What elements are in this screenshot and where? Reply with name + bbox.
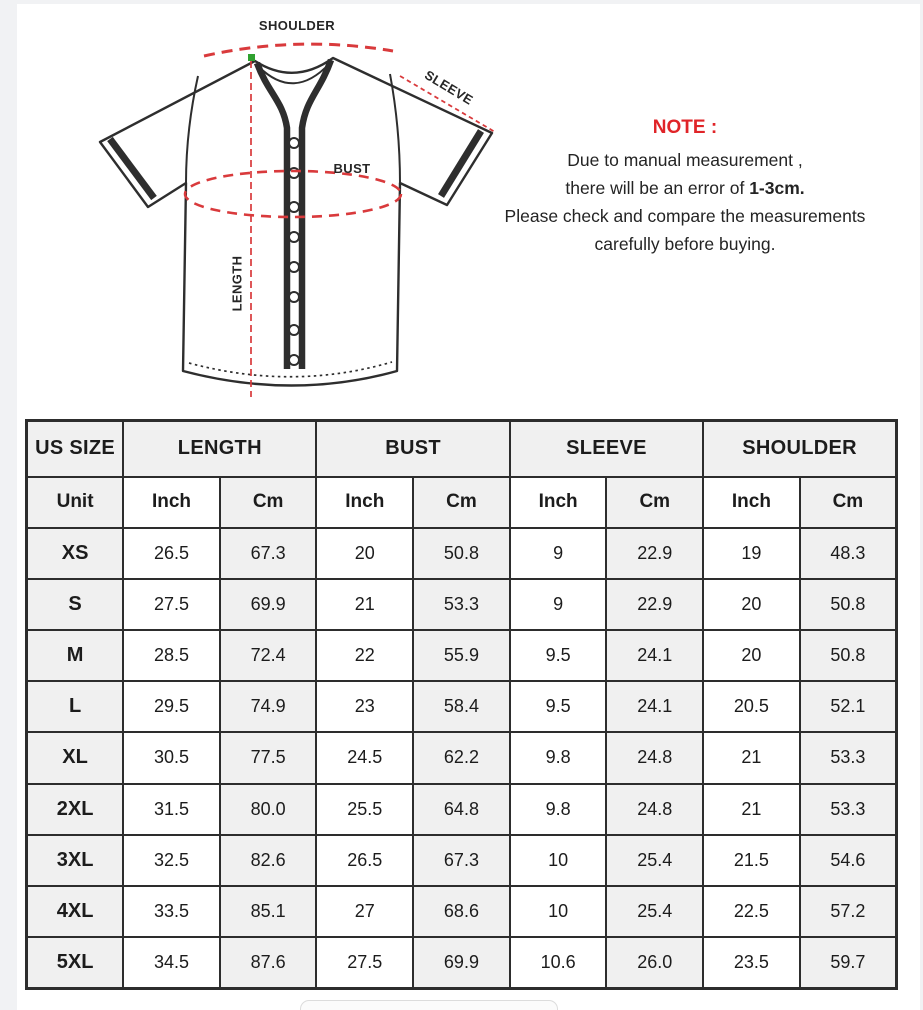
note-line-1: Due to manual measurement ,: [567, 150, 803, 170]
measurement-cell: 30.5: [123, 732, 220, 783]
button-icon: [289, 168, 299, 178]
table-row: [27, 937, 897, 988]
partial-button[interactable]: [300, 1000, 558, 1010]
measurement-cell: 68.6: [413, 886, 510, 937]
measurement-cell: 9.8: [510, 784, 607, 835]
table-row: [27, 732, 897, 783]
size-cell: XS: [27, 528, 124, 579]
size-cell: 5XL: [27, 937, 124, 988]
measurement-cell: 19: [703, 528, 800, 579]
measurement-cell: 20: [703, 579, 800, 630]
measurement-cell: 24.8: [606, 732, 703, 783]
unit-cell-cm: Cm: [413, 477, 510, 528]
table-row: [27, 528, 897, 579]
measurement-cell: 23.5: [703, 937, 800, 988]
table-unit-row: [27, 477, 897, 528]
size-cell: M: [27, 630, 124, 681]
measurement-cell: 21.5: [703, 835, 800, 886]
unit-cell-inch: Inch: [123, 477, 220, 528]
measurement-cell: 82.6: [220, 835, 317, 886]
jersey-outline: [100, 58, 492, 386]
shoulder-measure-arc: [204, 44, 393, 56]
measurement-cell: 20: [703, 630, 800, 681]
measurement-cell: 26.5: [316, 835, 413, 886]
length-label: LENGTH: [229, 255, 245, 312]
size-cell: 4XL: [27, 886, 124, 937]
measurement-cell: 21: [703, 732, 800, 783]
size-cell: S: [27, 579, 124, 630]
measurement-cell: 32.5: [123, 835, 220, 886]
note-line-3: Please check and compare the measurements: [504, 206, 866, 226]
measurement-cell: 52.1: [800, 681, 897, 732]
measurement-cell: 10.6: [510, 937, 607, 988]
measurement-cell: 74.9: [220, 681, 317, 732]
size-cell: 3XL: [27, 835, 124, 886]
measurement-cell: 21: [703, 784, 800, 835]
sleeve-label: SLEEVE: [422, 67, 476, 108]
measurement-cell: 10: [510, 835, 607, 886]
measurement-cell: 9: [510, 579, 607, 630]
button-icon: [289, 325, 299, 335]
measurement-cell: 57.2: [800, 886, 897, 937]
measurement-cell: 20: [316, 528, 413, 579]
measurement-cell: 33.5: [123, 886, 220, 937]
measurement-cell: 80.0: [220, 784, 317, 835]
measurement-cell: 25.5: [316, 784, 413, 835]
measurement-cell: 64.8: [413, 784, 510, 835]
unit-cell-inch: Inch: [703, 477, 800, 528]
size-table-section: [25, 419, 898, 990]
measurement-cell: 22.9: [606, 528, 703, 579]
note-title: NOTE :: [652, 117, 718, 138]
header-us-size: US SIZE: [27, 421, 124, 477]
measurement-cell: 9.8: [510, 732, 607, 783]
unit-cell-cm: Cm: [800, 477, 897, 528]
measurement-cell: 69.9: [220, 579, 317, 630]
measurement-cell: 28.5: [123, 630, 220, 681]
measurement-cell: 24.5: [316, 732, 413, 783]
size-cell: 2XL: [27, 784, 124, 835]
measurement-note: [455, 117, 915, 258]
measurement-cell: 69.9: [413, 937, 510, 988]
measurement-cell: 22.9: [606, 579, 703, 630]
measurement-cell: 26.5: [123, 528, 220, 579]
measurement-cell: 22.5: [703, 886, 800, 937]
table-row: [27, 835, 897, 886]
measurement-cell: 34.5: [123, 937, 220, 988]
header-bust: BUST: [316, 421, 509, 477]
unit-cell-cm: Cm: [606, 477, 703, 528]
unit-cell-inch: Inch: [510, 477, 607, 528]
measurement-cell: 27.5: [316, 937, 413, 988]
length-start-marker: [248, 54, 255, 61]
table-row: [27, 579, 897, 630]
measurement-cell: 31.5: [123, 784, 220, 835]
measurement-cell: 24.1: [606, 681, 703, 732]
button-icon: [289, 138, 299, 148]
header-shoulder: SHOULDER: [703, 421, 896, 477]
button-icon: [289, 355, 299, 365]
measurement-cell: 23: [316, 681, 413, 732]
unit-cell-cm: Cm: [220, 477, 317, 528]
measurement-cell: 53.3: [800, 732, 897, 783]
size-table: [25, 419, 898, 990]
measurement-cell: 59.7: [800, 937, 897, 988]
measurement-cell: 48.3: [800, 528, 897, 579]
unit-cell-inch: Inch: [316, 477, 413, 528]
measurement-cell: 27.5: [123, 579, 220, 630]
measurement-cell: 54.6: [800, 835, 897, 886]
measurement-cell: 9.5: [510, 630, 607, 681]
measurement-cell: 20.5: [703, 681, 800, 732]
table-group-header-row: [27, 421, 897, 477]
measurement-cell: 53.3: [800, 784, 897, 835]
bust-label: BUST: [333, 161, 371, 176]
unit-header-cell: Unit: [27, 477, 124, 528]
measurement-cell: 10: [510, 886, 607, 937]
measurement-cell: 21: [316, 579, 413, 630]
size-table-body: [27, 528, 897, 989]
size-cell: XL: [27, 732, 124, 783]
header-sleeve: SLEEVE: [510, 421, 703, 477]
measurement-cell: 24.8: [606, 784, 703, 835]
measurement-cell: 53.3: [413, 579, 510, 630]
note-line-2-text: there will be an error of: [565, 178, 750, 198]
button-icon: [289, 202, 299, 212]
button-icon: [289, 232, 299, 242]
measurement-cell: 87.6: [220, 937, 317, 988]
jersey-measurement-diagram: [0, 0, 923, 418]
measurement-cell: 77.5: [220, 732, 317, 783]
measurement-cell: 9.5: [510, 681, 607, 732]
measurement-cell: 67.3: [220, 528, 317, 579]
measurement-cell: 27: [316, 886, 413, 937]
table-row: [27, 681, 897, 732]
table-row: [27, 886, 897, 937]
note-line-2-emphasis: 1-3cm.: [749, 178, 805, 198]
measurement-cell: 25.4: [606, 835, 703, 886]
measurement-cell: 50.8: [800, 630, 897, 681]
measurement-cell: 9: [510, 528, 607, 579]
measurement-cell: 50.8: [800, 579, 897, 630]
measurement-cell: 67.3: [413, 835, 510, 886]
button-icon: [289, 262, 299, 272]
size-cell: L: [27, 681, 124, 732]
measurement-cell: 62.2: [413, 732, 510, 783]
measurement-cell: 85.1: [220, 886, 317, 937]
button-icon: [289, 292, 299, 302]
measurement-cell: 50.8: [413, 528, 510, 579]
note-line-2: [455, 174, 915, 202]
measurement-cell: 58.4: [413, 681, 510, 732]
table-row: [27, 630, 897, 681]
shoulder-label: SHOULDER: [258, 18, 336, 33]
measurement-cell: 29.5: [123, 681, 220, 732]
measurement-cell: 25.4: [606, 886, 703, 937]
measurement-cell: 22: [316, 630, 413, 681]
measurement-cell: 55.9: [413, 630, 510, 681]
header-length: LENGTH: [123, 421, 316, 477]
note-line-4: carefully before buying.: [594, 234, 776, 254]
measurement-cell: 24.1: [606, 630, 703, 681]
measurement-cell: 72.4: [220, 630, 317, 681]
table-row: [27, 784, 897, 835]
measurement-cell: 26.0: [606, 937, 703, 988]
